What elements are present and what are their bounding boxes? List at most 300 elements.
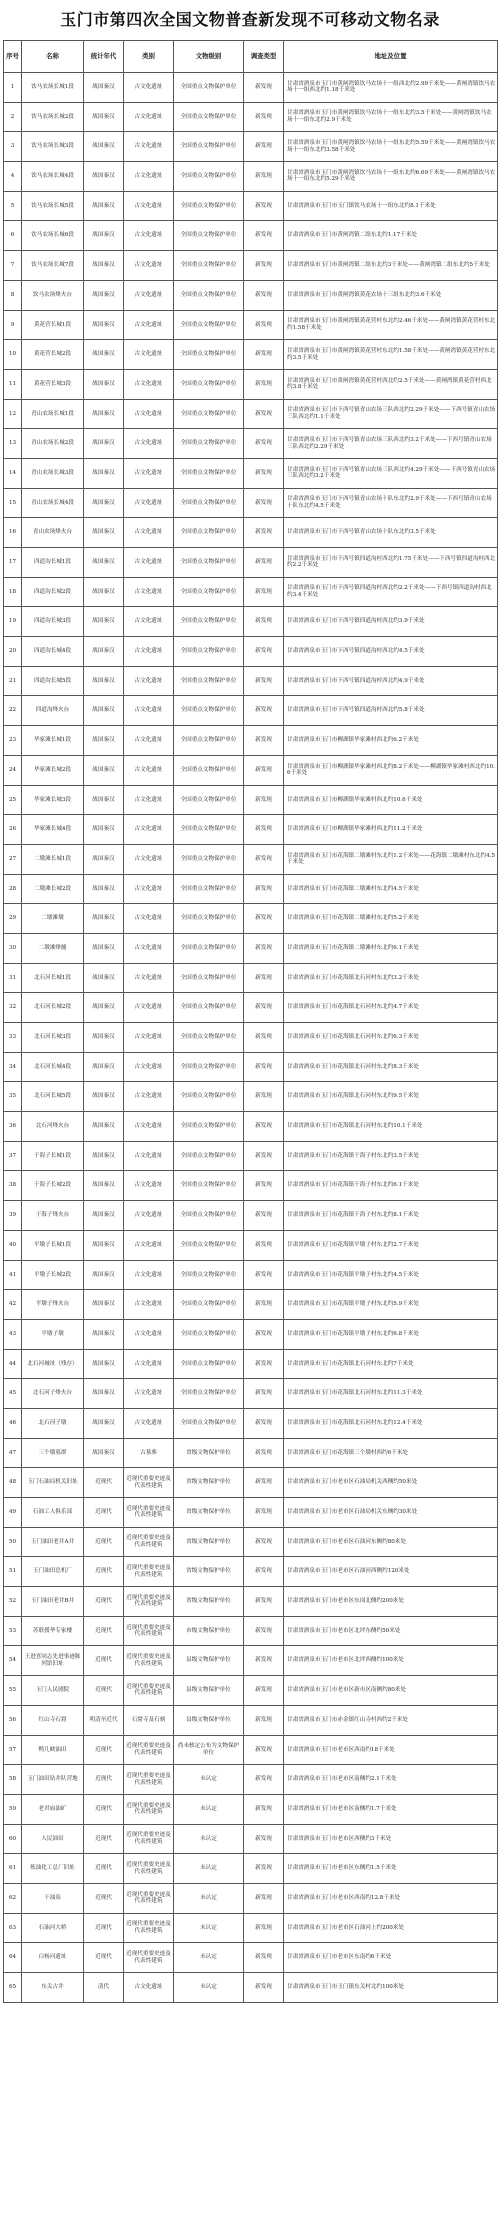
cell-level: 全国重点文物保护单位 [174,933,244,963]
cell-index: 37 [4,1141,22,1171]
cell-location: 甘肃省酒泉市玉门市老市区东岗北侧约200米处 [284,1587,498,1617]
cell-category: 古文化遗址 [124,874,174,904]
table-row [4,1616,498,1646]
cell-location: 甘肃省酒泉市玉门市赤金镇红山寺村西约2千米处 [284,1705,498,1735]
cell-period: 近现代 [84,1824,124,1854]
table-row [4,1230,498,1260]
cell-survey-type: 新发现 [244,1408,284,1438]
cell-name: 黄花营长城3段 [22,369,84,399]
cell-category: 古文化遗址 [124,963,174,993]
cell-location: 甘肃省酒泉市玉门市柳湖镇毕家滩村西北约8.2千米处——柳湖镇毕家滩村西北约10.6千米处 [284,755,498,785]
cell-survey-type: 新发现 [244,874,284,904]
cell-period: 战国秦汉 [84,1230,124,1260]
cell-name: 北石河长城1段 [22,963,84,993]
cell-category: 石窟寺及石刻 [124,1705,174,1735]
cell-level: 全国重点文物保护单位 [174,399,244,429]
cell-level: 全国重点文物保护单位 [174,221,244,251]
cell-survey-type: 新发现 [244,1468,284,1498]
cell-name: 毕家滩长城3段 [22,785,84,815]
table-row [4,1408,498,1438]
table-header [4,41,498,73]
cell-level: 全国重点文物保护单位 [174,162,244,192]
cell-name: 北石河子墩 [22,1408,84,1438]
cell-survey-type: 新发现 [244,1171,284,1201]
cell-survey-type: 新发现 [244,1794,284,1824]
cell-period: 战国秦汉 [84,518,124,548]
cell-index: 11 [4,369,22,399]
cell-name: 人民油田 [22,1824,84,1854]
cell-level: 省级文物保护单位 [174,1587,244,1617]
table-row [4,1794,498,1824]
cell-level: 全国重点文物保护单位 [174,1112,244,1142]
cell-location: 甘肃省酒泉市玉门市柳湖镇毕家滩村西北约10.6千米处 [284,785,498,815]
cell-location: 甘肃省酒泉市玉门市花海镇北石河村东北约10.1千米处 [284,1112,498,1142]
table-row [4,1765,498,1795]
cell-index: 58 [4,1765,22,1795]
table-row [4,755,498,785]
cell-period: 战国秦汉 [84,548,124,578]
cell-name: 四道沟长城4段 [22,637,84,667]
table-row [4,1883,498,1913]
cell-index: 54 [4,1646,22,1676]
cell-period: 近现代 [84,1765,124,1795]
cell-index: 18 [4,577,22,607]
cell-name: 北石河长城3段 [22,1023,84,1053]
cell-name: 饮马农场长城4段 [22,162,84,192]
cell-level: 全国重点文物保护单位 [174,904,244,934]
cell-period: 战国秦汉 [84,102,124,132]
table-row [4,1527,498,1557]
cell-location: 甘肃省酒泉市玉门市花海镇二墩滩村东北约4.5千米处 [284,874,498,904]
cell-name: 毕家滩长城2段 [22,755,84,785]
cell-location: 甘肃省酒泉市玉门市下西号镇青山农场三队西北约2.29千米处——下西号镇青山农场三队西北约1.1千米处 [284,399,498,429]
cell-location: 甘肃省酒泉市玉门市玉门镇东关村北约100米处 [284,1973,498,2003]
cell-name: 二墩滩长城1段 [22,844,84,874]
cell-survey-type: 新发现 [244,1230,284,1260]
cell-index: 50 [4,1527,22,1557]
table-row [4,162,498,192]
cell-period: 战国秦汉 [84,73,124,103]
cell-period: 战国秦汉 [84,963,124,993]
cell-period: 战国秦汉 [84,607,124,637]
cell-period: 战国秦汉 [84,251,124,281]
cell-location: 甘肃省酒泉市玉门市黄闸湾镇黄花营村西北约2.5千米处——黄闸湾镇黄花营村西北约3.8千米处 [284,369,498,399]
cell-survey-type: 新发现 [244,1973,284,2003]
cell-location: 甘肃省酒泉市玉门市黄闸湾镇黄花营村东北约1.58千米处——黄闸湾镇黄花营村东北约3.5千米处 [284,340,498,370]
table-row [4,1854,498,1884]
cell-location: 甘肃省酒泉市玉门市花海镇平墩子村东北约2.7千米处 [284,1230,498,1260]
cell-period: 战国秦汉 [84,488,124,518]
cell-name: 北石河烽火台 [22,1112,84,1142]
cell-period: 近现代 [84,1676,124,1706]
cell-category: 古文化遗址 [124,458,174,488]
cell-index: 8 [4,280,22,310]
cell-survey-type: 新发现 [244,1705,284,1735]
header-row [4,41,498,73]
cell-name: 三个墩墓群 [22,1438,84,1468]
cell-level: 全国重点文物保护单位 [174,340,244,370]
table-row [4,1438,498,1468]
cell-name: 饮马农场烽火台 [22,280,84,310]
cell-name: 二墩滩长城2段 [22,874,84,904]
cell-category: 古文化遗址 [124,73,174,103]
cell-category: 古文化遗址 [124,518,174,548]
cell-index: 47 [4,1438,22,1468]
cell-period: 战国秦汉 [84,191,124,221]
cell-survey-type: 新发现 [244,1052,284,1082]
cell-location: 甘肃省酒泉市玉门市柳湖镇毕家滩村西北约11.2千米处 [284,815,498,845]
cell-category: 古文化遗址 [124,1023,174,1053]
cell-level: 全国重点文物保护单位 [174,1082,244,1112]
table-row [4,785,498,815]
cell-location: 甘肃省酒泉市玉门市黄闸湾镇二组东北约1.17千米处 [284,221,498,251]
cell-level: 全国重点文物保护单位 [174,310,244,340]
cell-location: 甘肃省酒泉市玉门市柳湖镇毕家滩村西北约6.2千米处 [284,726,498,756]
table-row [4,1705,498,1735]
cell-location: 甘肃省酒泉市玉门市花海镇三个墩村西约6千米处 [284,1438,498,1468]
cell-name: 黄花营长城1段 [22,310,84,340]
cell-index: 31 [4,963,22,993]
cell-name: 饮马农场长城7段 [22,251,84,281]
table-row [4,340,498,370]
table-row [4,1646,498,1676]
table-row [4,815,498,845]
cell-survey-type: 新发现 [244,1141,284,1171]
cell-category: 近现代重要史迹及代表性建筑 [124,1794,174,1824]
header-name: 名称 [22,41,84,73]
cell-survey-type: 新发现 [244,815,284,845]
cell-category: 近现代重要史迹及代表性建筑 [124,1765,174,1795]
table-row [4,1587,498,1617]
cell-name: 饮马农场长城2段 [22,102,84,132]
cell-level: 全国重点文物保护单位 [174,1052,244,1082]
table-row [4,993,498,1023]
cell-survey-type: 新发现 [244,369,284,399]
cell-category: 近现代重要史迹及代表性建筑 [124,1616,174,1646]
cell-category: 古文化遗址 [124,815,174,845]
cell-index: 5 [4,191,22,221]
cell-name: 四道沟长城1段 [22,548,84,578]
cell-survey-type: 新发现 [244,1379,284,1409]
cell-survey-type: 新发现 [244,1913,284,1943]
cell-name: 炼油化工总厂旧址 [22,1854,84,1884]
cell-location: 甘肃省酒泉市玉门市黄闸湾镇黄花农场十三组东北约3.6千米处 [284,280,498,310]
cell-survey-type: 新发现 [244,666,284,696]
cell-period: 战国秦汉 [84,726,124,756]
cell-period: 近现代 [84,1735,124,1765]
cell-category: 近现代重要史迹及代表性建筑 [124,1646,174,1676]
cell-level: 全国重点文物保护单位 [174,785,244,815]
cell-survey-type: 新发现 [244,488,284,518]
cell-period: 战国秦汉 [84,132,124,162]
cell-period: 战国秦汉 [84,785,124,815]
cell-period: 近现代 [84,1468,124,1498]
cell-level: 全国重点文物保护单位 [174,1319,244,1349]
cell-survey-type: 新发现 [244,1527,284,1557]
cell-period: 战国秦汉 [84,1349,124,1379]
cell-name: 青山农场烽火台 [22,518,84,548]
cell-index: 19 [4,607,22,637]
cell-location: 甘肃省酒泉市玉门市老市区北坪东侧约50米处 [284,1616,498,1646]
cell-index: 42 [4,1290,22,1320]
cell-category: 古文化遗址 [124,310,174,340]
cell-level: 未认定 [174,1913,244,1943]
cell-period: 战国秦汉 [84,162,124,192]
cell-index: 59 [4,1794,22,1824]
table-row [4,310,498,340]
cell-level: 全国重点文物保护单位 [174,458,244,488]
cell-name: 青山农场长城3段 [22,458,84,488]
cell-location: 甘肃省酒泉市玉门市老市区西侧约3千米处 [284,1824,498,1854]
cell-category: 古文化遗址 [124,340,174,370]
cell-survey-type: 新发现 [244,280,284,310]
cell-location: 甘肃省酒泉市玉门市老市区新市区南侧约80米处 [284,1676,498,1706]
cell-location: 甘肃省酒泉市玉门市下西号镇四道沟村西北约5.8千米处 [284,696,498,726]
cell-level: 全国重点文物保护单位 [174,874,244,904]
cell-level: 全国重点文物保护单位 [174,726,244,756]
cell-location: 甘肃省酒泉市玉门市下西号镇青山农场三队西北约3.2千米处——下西号镇青山农场三队西北约2.29千米处 [284,429,498,459]
table-row [4,1290,498,1320]
cell-period: 战国秦汉 [84,429,124,459]
cell-location: 甘肃省酒泉市玉门市花海镇北石河村东北约7千米处 [284,1349,498,1379]
cell-name: 毕家滩长城1段 [22,726,84,756]
header-period: 统计年代 [84,41,124,73]
cell-period: 战国秦汉 [84,993,124,1023]
cell-level: 全国重点文物保护单位 [174,637,244,667]
cell-location: 甘肃省酒泉市玉门市老市区北坪西侧约100米处 [284,1646,498,1676]
cell-survey-type: 新发现 [244,637,284,667]
cell-location: 甘肃省酒泉市玉门市下西号镇四道沟村西北约4.5千米处 [284,637,498,667]
cell-period: 近现代 [84,1616,124,1646]
cell-period: 战国秦汉 [84,637,124,667]
cell-location: 甘肃省酒泉市玉门市黄闸湾镇饮马农场十一组东北约5.59千米处——黄闸湾镇饮马农场十一组东北约3.58千米处 [284,132,498,162]
cell-category: 古文化遗址 [124,1112,174,1142]
table-row [4,1943,498,1973]
table-row [4,1468,498,1498]
cell-level: 全国重点文物保护单位 [174,429,244,459]
cell-period: 战国秦汉 [84,1112,124,1142]
cell-index: 22 [4,696,22,726]
cell-location: 甘肃省酒泉市玉门市下西号镇四道沟村西北约4.9千米处 [284,666,498,696]
cell-location: 甘肃省酒泉市玉门市下西号镇青山农场十队东北约2.9千米处——下西号镇青山农场十队东北约4.5千米处 [284,488,498,518]
cell-category: 古文化遗址 [124,251,174,281]
cell-location: 甘肃省酒泉市玉门市花海镇北石河村东北约4.7千米处 [284,993,498,1023]
cell-survey-type: 新发现 [244,340,284,370]
cell-location: 甘肃省酒泉市玉门市老市区南侧约2.1千米处 [284,1765,498,1795]
cell-location: 甘肃省酒泉市玉门市黄闸湾镇二组东北约3千米处——黄闸湾镇二组东北约5千米处 [284,251,498,281]
cell-category: 古文化遗址 [124,1260,174,1290]
table-row [4,1260,498,1290]
table-row [4,251,498,281]
cell-category: 古文化遗址 [124,577,174,607]
cell-location: 甘肃省酒泉市玉门市老市区西南约18千米处 [284,1735,498,1765]
cell-index: 30 [4,933,22,963]
cell-category: 近现代重要史迹及代表性建筑 [124,1587,174,1617]
cell-period: 战国秦汉 [84,1260,124,1290]
cell-category: 古文化遗址 [124,1201,174,1231]
cell-category: 古文化遗址 [124,785,174,815]
cell-level: 全国重点文物保护单位 [174,993,244,1023]
cell-location: 甘肃省酒泉市玉门市花海镇北石河村东北约8.3千米处 [284,1052,498,1082]
table-row [4,607,498,637]
cell-level: 市级文物保护单位 [174,1616,244,1646]
cell-name: 饮马农场长城6段 [22,221,84,251]
cell-level: 县级文物保护单位 [174,1676,244,1706]
cell-index: 25 [4,785,22,815]
cell-level: 全国重点文物保护单位 [174,1379,244,1409]
cell-name: 四道沟长城5段 [22,666,84,696]
cell-level: 全国重点文物保护单位 [174,607,244,637]
cell-category: 古文化遗址 [124,280,174,310]
cell-category: 古文化遗址 [124,1052,174,1082]
cell-name: 东关古井 [22,1973,84,2003]
cell-index: 61 [4,1854,22,1884]
cell-category: 古文化遗址 [124,637,174,667]
cell-index: 9 [4,310,22,340]
cell-survey-type: 新发现 [244,904,284,934]
cell-location: 甘肃省酒泉市玉门市下西号镇青山农场十队东北约3.5千米处 [284,518,498,548]
table-row [4,904,498,934]
cell-location: 甘肃省酒泉市玉门市花海镇干海子村东北约3.5千米处 [284,1141,498,1171]
cell-level: 全国重点文物保护单位 [174,548,244,578]
cell-name: 黄花营长城2段 [22,340,84,370]
cell-index: 64 [4,1943,22,1973]
table-row [4,548,498,578]
cell-level: 全国重点文物保护单位 [174,844,244,874]
cell-name: 北石河子烽火台 [22,1379,84,1409]
cell-name: 青山农场长城4段 [22,488,84,518]
cell-category: 古文化遗址 [124,191,174,221]
cell-level: 县级文物保护单位 [174,1646,244,1676]
cell-period: 战国秦汉 [84,666,124,696]
cell-name: 干海子烽火台 [22,1201,84,1231]
cell-index: 65 [4,1973,22,2003]
cell-name: 北石河长城5段 [22,1082,84,1112]
cell-period: 战国秦汉 [84,844,124,874]
cell-level: 全国重点文物保护单位 [174,1171,244,1201]
cell-category: 古文化遗址 [124,548,174,578]
cell-period: 战国秦汉 [84,310,124,340]
cell-category: 古文化遗址 [124,1290,174,1320]
cell-survey-type: 新发现 [244,102,284,132]
cell-location: 甘肃省酒泉市玉门市花海镇干海子村东北约6.1千米处 [284,1171,498,1201]
cell-level: 全国重点文物保护单位 [174,963,244,993]
cell-period: 战国秦汉 [84,340,124,370]
cell-survey-type: 新发现 [244,1112,284,1142]
cell-location: 甘肃省酒泉市玉门市花海镇北石河村东北约12.4千米处 [284,1408,498,1438]
table-body [4,73,498,2003]
cell-period: 战国秦汉 [84,1379,124,1409]
cell-survey-type: 新发现 [244,1349,284,1379]
cell-level: 未认定 [174,1973,244,2003]
cell-index: 15 [4,488,22,518]
cell-level: 全国重点文物保护单位 [174,191,244,221]
cell-index: 21 [4,666,22,696]
cell-survey-type: 新发现 [244,1260,284,1290]
cell-survey-type: 新发现 [244,548,284,578]
cell-period: 近现代 [84,1498,124,1528]
table-row [4,1141,498,1171]
cell-name: 玉门油田老井A井 [22,1527,84,1557]
cell-period: 战国秦汉 [84,1438,124,1468]
cell-location: 甘肃省酒泉市玉门市花海镇平墩子村东北约4.5千米处 [284,1260,498,1290]
cell-category: 近现代重要史迹及代表性建筑 [124,1676,174,1706]
cell-name: 北石河长城2段 [22,993,84,1023]
cell-name: 玉门石油局机关旧址 [22,1468,84,1498]
cell-period: 战国秦汉 [84,577,124,607]
cell-category: 古文化遗址 [124,904,174,934]
cell-name: 北石河长城4段 [22,1052,84,1082]
cell-name: 石油工人俱乐部 [22,1498,84,1528]
cell-index: 16 [4,518,22,548]
cell-level: 未认定 [174,1765,244,1795]
cell-name: 饮马农场长城1段 [22,73,84,103]
cell-period: 战国秦汉 [84,1023,124,1053]
cell-index: 36 [4,1112,22,1142]
header-survey-type: 调查类型 [244,41,284,73]
cell-location: 甘肃省酒泉市玉门市花海镇二墩滩村东北约6.1千米处 [284,933,498,963]
cell-survey-type: 新发现 [244,726,284,756]
cell-index: 12 [4,399,22,429]
cell-level: 全国重点文物保护单位 [174,369,244,399]
cell-name: 青山农场长城2段 [22,429,84,459]
table-row [4,577,498,607]
cell-level: 省级文物保护单位 [174,1498,244,1528]
table-row [4,1112,498,1142]
cell-category: 古文化遗址 [124,399,174,429]
table-row [4,933,498,963]
cell-survey-type: 新发现 [244,993,284,1023]
cell-index: 28 [4,874,22,904]
cell-index: 46 [4,1408,22,1438]
cell-index: 62 [4,1883,22,1913]
cell-name: 二墩滩墩 [22,904,84,934]
cell-category: 古文化遗址 [124,221,174,251]
table-row [4,132,498,162]
cell-level: 全国重点文物保护单位 [174,696,244,726]
cell-period: 战国秦汉 [84,755,124,785]
cell-category: 近现代重要史迹及代表性建筑 [124,1913,174,1943]
cell-index: 6 [4,221,22,251]
cell-period: 近现代 [84,1527,124,1557]
cell-index: 48 [4,1468,22,1498]
cell-period: 战国秦汉 [84,696,124,726]
header-level: 文物级别 [174,41,244,73]
cell-index: 13 [4,429,22,459]
cell-index: 35 [4,1082,22,1112]
table-row [4,488,498,518]
cell-period: 近现代 [84,1557,124,1587]
cell-name: 二墩滩烽燧 [22,933,84,963]
cell-level: 未认定 [174,1794,244,1824]
cell-index: 55 [4,1676,22,1706]
cell-index: 40 [4,1230,22,1260]
cell-level: 全国重点文物保护单位 [174,132,244,162]
cell-index: 14 [4,458,22,488]
table-row [4,1498,498,1528]
cell-level: 全国重点文物保护单位 [174,1290,244,1320]
cell-survey-type: 新发现 [244,1676,284,1706]
cell-level: 未认定 [174,1824,244,1854]
cell-index: 33 [4,1023,22,1053]
cell-location: 甘肃省酒泉市玉门市老市区西南约12.8千米处 [284,1883,498,1913]
cell-name: 饮马农场长城3段 [22,132,84,162]
cell-period: 战国秦汉 [84,1408,124,1438]
cell-index: 52 [4,1587,22,1617]
cell-name: 石油河大桥 [22,1913,84,1943]
cell-index: 7 [4,251,22,281]
cell-level: 全国重点文物保护单位 [174,1408,244,1438]
